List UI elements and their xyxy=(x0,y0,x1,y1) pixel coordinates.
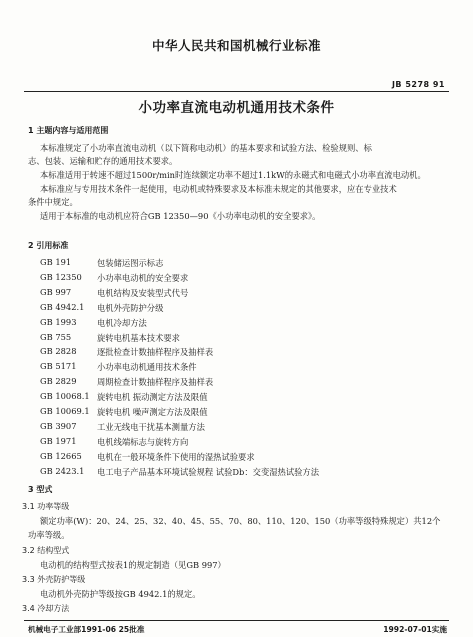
reference-code: GB 2829 xyxy=(40,376,77,387)
section-1-para-1-line-2: 志、包装、运输和贮存的通用技术要求。 xyxy=(28,156,178,166)
section-1-para-2: 本标准适用于转速不超过1500r/min时连续额定功率不超过1.1kW的永磁式和电磁式小功率直流电动机。 xyxy=(40,170,426,180)
reference-code: GB 1971 xyxy=(40,435,77,446)
section-1-para-3-line-1: 本标准应与专用技术条件一起使用，电动机或特殊要求及本标准未规定的其他要求，应在专业技术 xyxy=(40,184,397,194)
reference-code: GB 1993 xyxy=(40,316,77,327)
footer-rule xyxy=(24,620,449,621)
reference-title: 电工电子产品基本环境试验规程 试验Db：交变湿热试验方法 xyxy=(97,466,320,477)
reference-title: 电机冷却方法 xyxy=(97,317,147,328)
implementation-date: 1992-07-01实施 xyxy=(383,625,447,634)
clause-3-2-label: 3.2 结构型式 xyxy=(22,546,70,555)
reference-code: GB 2423.1 xyxy=(40,465,85,476)
section-3-heading: 3 型式 xyxy=(28,485,53,494)
section-1-heading: 1 主题内容与适用范围 xyxy=(28,126,109,135)
standard-number: JB 5278 91 xyxy=(391,80,445,89)
reference-code: GB 2828 xyxy=(40,346,77,357)
reference-title: 电机结构及安装型式代号 xyxy=(97,287,189,298)
clause-3-4-label: 3.4 冷却方法 xyxy=(22,604,70,613)
clause-3-1-label: 3.1 功率等级 xyxy=(22,502,70,511)
reference-title: 旋转电机 振动测定方法及限值 xyxy=(97,392,208,403)
reference-code: GB 4942.1 xyxy=(40,301,85,312)
clause-3-3-label: 3.3 外壳防护等级 xyxy=(22,575,86,584)
reference-title: 包装储运图示标志 xyxy=(97,258,164,268)
clause-3-1-line-1: 额定功率(W)：20、24、25、32、40、45、55、70、80、110、120、150（功率等级特殊规定）共12个 xyxy=(40,516,441,526)
clause-3-1-line-2: 功率等级。 xyxy=(28,530,70,540)
reference-title: 电机外壳防护分级 xyxy=(97,302,164,313)
reference-title: 小功率电动机通用技术条件 xyxy=(97,362,197,373)
reference-title: 旋转电机 噪声测定方法及限值 xyxy=(97,407,208,417)
clause-3-3-line-1: 电动机外壳防护等级按GB 4942.1的规定。 xyxy=(40,589,201,599)
reference-code: GB 997 xyxy=(40,286,72,297)
header-rule xyxy=(24,91,449,92)
section-1-para-3-line-2: 条件中规定。 xyxy=(28,197,78,207)
reference-title: 电机线端标志与旋转方向 xyxy=(97,436,189,447)
document-title: 小功率直流电动机通用技术条件 xyxy=(138,100,335,116)
section-1-para-4: 适用于本标准的电动机应符合GB 12350—90《小功率电动机的安全要求》。 xyxy=(40,211,321,221)
reference-title: 工业无线电干扰基本测量方法 xyxy=(97,421,205,432)
reference-title: 周期检查计数抽样程序及抽样表 xyxy=(97,377,214,388)
reference-code: GB 755 xyxy=(40,331,72,342)
reference-code: GB 12665 xyxy=(40,450,82,461)
section-2-heading: 2 引用标准 xyxy=(28,241,69,250)
reference-title: 旋转电机基本技术要求 xyxy=(97,332,180,343)
reference-title: 电机在一般环境条件下使用的湿热试验要求 xyxy=(97,451,255,462)
standard-category-header: 中华人民共和国机械行业标准 xyxy=(151,38,321,53)
reference-code: GB 191 xyxy=(40,257,72,267)
reference-code: GB 5171 xyxy=(40,361,77,372)
reference-code: GB 10069.1 xyxy=(40,406,90,416)
approval-note: 机械电子工业部1991-06 25批准 xyxy=(28,625,145,634)
section-1-para-1-line-1: 本标准规定了小功率直流电动机（以下简称电动机）的基本要求和试验方法、检验规则、标 xyxy=(40,143,372,153)
reference-title: 逐批检查计数抽样程序及抽样表 xyxy=(97,347,214,358)
clause-3-2-line-1: 电动机的结构型式按表1的规定制造（见GB 997） xyxy=(40,560,226,570)
reference-code: GB 10068.1 xyxy=(40,391,90,402)
reference-title: 小功率电动机的安全要求 xyxy=(97,272,189,283)
reference-code: GB 3907 xyxy=(40,420,77,431)
reference-code: GB 12350 xyxy=(40,271,82,282)
